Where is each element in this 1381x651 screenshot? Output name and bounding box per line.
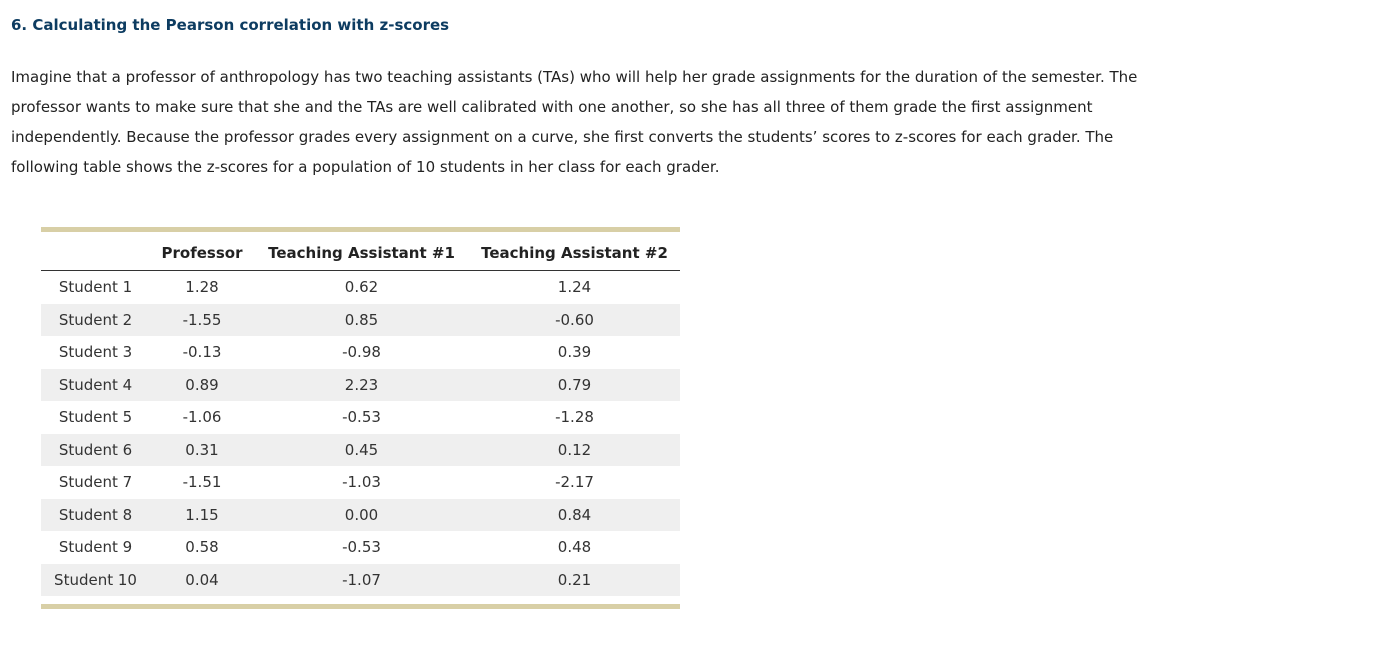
professor-cell: -1.55: [150, 304, 254, 337]
ta2-cell: 0.21: [469, 564, 680, 597]
ta1-cell: 2.23: [254, 369, 469, 402]
ta1-cell: -0.53: [342, 538, 381, 557]
row-label: Student 6: [41, 434, 150, 467]
table-row: [41, 336, 680, 369]
table-row: [41, 466, 680, 499]
ta2-cell: 0.79: [469, 369, 680, 402]
table-row: [41, 531, 680, 564]
column-header-ta1: Teaching Assistant #1: [254, 232, 469, 271]
ta2-cell: 1.24: [557, 278, 592, 297]
row-label: Student 5: [58, 408, 133, 427]
ta2-cell: -1.28: [555, 408, 594, 427]
row-label: Student 4: [41, 369, 150, 402]
professor-cell: -1.51: [182, 473, 222, 492]
ta1-cell: -0.53: [342, 408, 381, 427]
row-label: Student 7: [58, 473, 133, 492]
table-row: [41, 564, 680, 597]
row-label: Student 2: [41, 304, 150, 337]
ta1-cell: -1.07: [254, 564, 469, 597]
ta1-cell: 0.45: [254, 434, 469, 467]
ta2-cell: 0.39: [557, 343, 592, 362]
table-bottom-rule: [41, 604, 680, 609]
z-score-table-container: [41, 227, 680, 609]
row-label: Student 3: [58, 343, 133, 362]
ta1-cell: 0.00: [254, 499, 469, 532]
question-title: 6. Calculating the Pearson correlation with z-scores: [11, 16, 450, 34]
ta1-cell: -1.03: [342, 473, 381, 492]
ta1-cell: -0.98: [342, 343, 381, 362]
professor-cell: 0.89: [150, 369, 254, 402]
ta2-cell: 0.12: [469, 434, 680, 467]
ta2-cell: 0.48: [557, 538, 592, 557]
table-row: [41, 434, 680, 467]
table-row: [41, 499, 680, 532]
professor-cell: 0.04: [150, 564, 254, 597]
column-header-ta2: Teaching Assistant #2: [469, 232, 680, 271]
professor-cell: 1.28: [185, 278, 219, 297]
professor-cell: -0.13: [182, 343, 222, 362]
table-row: [41, 271, 680, 304]
ta2-cell: -0.60: [469, 304, 680, 337]
professor-cell: 0.31: [150, 434, 254, 467]
row-label: Student 9: [58, 538, 133, 557]
table-body: [41, 271, 680, 597]
professor-cell: -1.06: [182, 408, 222, 427]
row-label: Student 10: [41, 564, 150, 597]
question-intro: Imagine that a professor of anthropology has two teaching assistants (TAs) who will help her grade assignments for the duration of the semester. The professor wants to make sure that she and the TAs are well calibrated with one another, so she has all three of them grade the first assignment independently. Because the professor grades every assignment on a curve, she first converts the students’ scores to z-scores for each grader. The following table shows the z-scores for a population of 10 students in her class for each grader.: [11, 68, 1138, 176]
column-header-professor: Professor: [150, 232, 254, 271]
row-label: Student 8: [41, 499, 150, 532]
table-row: [41, 401, 680, 434]
table-row: [41, 369, 680, 402]
professor-cell: 1.15: [150, 499, 254, 532]
ta2-cell: 0.84: [469, 499, 680, 532]
ta1-cell: 0.62: [344, 278, 379, 297]
ta2-cell: -2.17: [555, 473, 594, 492]
ta1-cell: 0.85: [254, 304, 469, 337]
column-header-empty: [41, 232, 150, 271]
professor-cell: 0.58: [185, 538, 219, 557]
z-score-table: [41, 232, 680, 596]
row-label: Student 1: [58, 278, 133, 297]
table-row: [41, 304, 680, 337]
table-header-row: [41, 232, 680, 271]
